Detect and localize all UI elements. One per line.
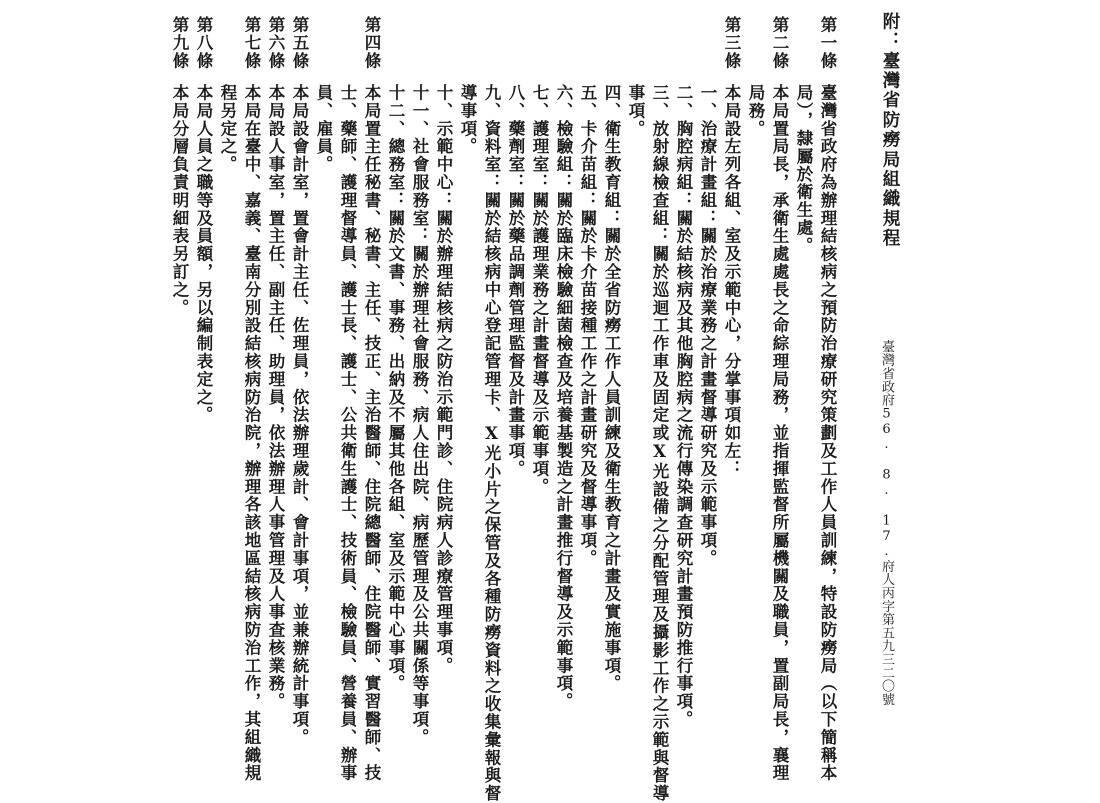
body-line: 二、胸腔病組：關於結核病及其他胸腔病之流行傳染調查研究計畫預防推行事項。	[674, 84, 693, 729]
body-line: 八、藥劑室：關於藥品調劑管理監督及計畫事項。	[506, 84, 525, 478]
body-line: 九、資料室：關於結核病中心登記管理卡、X光小片之保管及各種防癆資料之收集彙報與督	[482, 84, 501, 803]
body-line: 六、檢驗組：關於臨床檢驗細菌檢查及培養基製造之計畫推行督導及示範事項。	[554, 84, 573, 711]
body-line: 五、卡介苗組：關於卡介苗接種工作之計畫研究及督導事項。	[578, 84, 597, 568]
article-label: 第二條	[770, 16, 789, 70]
body-line: 事項。	[626, 84, 645, 138]
body-line: 導事項。	[458, 84, 477, 156]
body-line: 三、放射線檢查組：關於巡迴工作車及固定或X光設備之分配管理及攝影工作之示範與督導	[650, 84, 669, 803]
body-line: 七、護理室：關於護理業務之計畫督導及示範事項。	[530, 84, 549, 496]
body-line: 十二、總務室：關於文書、事務、出納及不屬其他各組、室及示範中心事項。	[386, 84, 405, 693]
article-label: 第八條	[194, 16, 213, 70]
body-line: 本局設會計室，置會計主任、佐理員，依法辦理歲計、會計事項，並兼辦統計事項。	[290, 84, 309, 747]
body-line: 一、治療計畫組：關於治療業務之計畫督導研究及示範事項。	[698, 84, 717, 568]
body-line: 局），隸屬於衛生處。	[794, 84, 813, 255]
body-line: 本局設左列各組、室及示範中心，分掌事項如左：	[722, 84, 741, 478]
body-line: 局務。	[746, 84, 765, 138]
document-reference: 臺灣省政府56. 8. 17.府人丙字第五九三二〇號	[879, 340, 894, 706]
document-title: 附：臺灣省防癆局組織規程	[880, 12, 900, 249]
article-label: 第一條	[818, 16, 837, 70]
article-label: 第五條	[290, 16, 309, 70]
body-line: 本局在臺中、嘉義、臺南分別設結核病防治院，辦理各該地區結核病防治工作，其組織規	[242, 84, 261, 783]
body-line: 本局設人事室，置主任、副主任、助理員，依法辦理人事管理及人事查核業務。	[266, 84, 285, 711]
body-line: 本局置局長，承衛生處處長之命綜理局務，並指揮監督所屬機關及職員，置副局長，襄理	[770, 84, 789, 783]
body-line: 士、藥師、護理督導員、護士長、護士、公共衛生護士、技術員、檢驗員、營養員、辦事	[338, 84, 357, 783]
body-line: 臺灣省政府為辦理結核病之預防治療研究策劃及工作人員訓練，特設防癆局（以下簡稱本	[818, 84, 837, 783]
body-line: 本局置主任秘書、秘書、主任、技正、主治醫師、住院總醫師、住院醫師、實習醫師、技	[362, 84, 381, 783]
article-label: 第七條	[242, 16, 261, 70]
body-line: 員、雇員。	[314, 84, 333, 174]
body-line: 十、示範中心：關於辦理結核病之防治示範門診、住院病人診療管理事項。	[434, 84, 453, 675]
article-label: 第六條	[266, 16, 285, 70]
article-label: 第四條	[362, 16, 381, 70]
article-label: 第三條	[722, 16, 741, 70]
article-label: 第九條	[170, 16, 189, 70]
body-line: 本局分層負責明細表另訂之。	[170, 84, 189, 317]
body-line: 四、衛生教育組：關於全省防癆工作人員訓練及衛生教育之計畫及實施事項。	[602, 84, 621, 693]
body-line: 十一、社會服務室：關於辦理社會服務、病人住出院、病歷管理及公共關係等事項。	[410, 84, 429, 747]
body-line: 程另定之。	[218, 84, 237, 174]
body-line: 本局人員之職等及員額，另以編制表定之。	[194, 84, 213, 425]
